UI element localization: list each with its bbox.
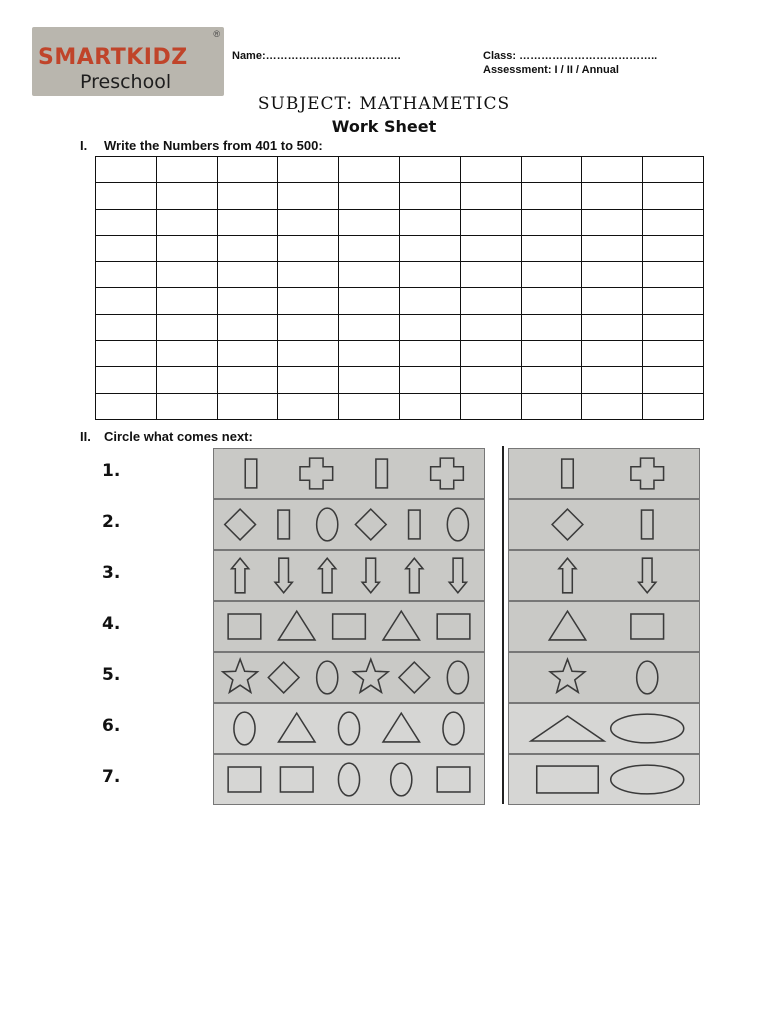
pattern-options-strip	[508, 448, 700, 499]
grid-cell[interactable]	[643, 341, 704, 367]
grid-cell[interactable]	[399, 341, 460, 367]
square-shape-icon	[280, 767, 313, 792]
triangle-shape-icon	[383, 713, 420, 742]
number-writing-grid	[95, 156, 704, 420]
grid-cell[interactable]	[217, 341, 278, 367]
grid-cell[interactable]	[582, 393, 643, 419]
star-shape-icon	[353, 659, 388, 692]
question-1-label	[80, 138, 323, 153]
grid-cell[interactable]	[643, 288, 704, 314]
logo-brand: SMARTKIDZ	[38, 45, 188, 70]
column-divider	[502, 446, 504, 804]
grid-row	[96, 235, 704, 261]
diamond-shape-icon	[399, 662, 430, 693]
grid-cell[interactable]	[278, 314, 339, 340]
pattern-options-strip	[508, 754, 700, 805]
oval-shape-icon	[391, 763, 412, 796]
oval-shape-icon	[443, 712, 464, 745]
pattern-sequence-strip	[213, 754, 485, 805]
oval-shape-icon	[234, 712, 255, 745]
grid-cell[interactable]	[521, 341, 582, 367]
pattern-sequence-strip	[213, 601, 485, 652]
grid-cell[interactable]	[521, 262, 582, 288]
pattern-number: 6.	[102, 716, 121, 736]
grid-cell[interactable]	[156, 393, 217, 419]
oval-shape-icon	[317, 661, 338, 694]
logo-subtitle: Preschool	[80, 71, 172, 93]
wide-oval-option-icon[interactable]	[611, 765, 684, 794]
grid-cell[interactable]	[643, 262, 704, 288]
question-2-text: Circle what comes next:	[104, 429, 253, 444]
grid-cell[interactable]	[96, 314, 157, 340]
square-shape-icon	[228, 614, 261, 639]
pattern-options-strip	[508, 601, 700, 652]
triangle-shape-icon	[278, 713, 315, 742]
grid-cell[interactable]	[643, 367, 704, 393]
grid-cell[interactable]	[156, 183, 217, 209]
oval-shape-icon	[338, 712, 359, 745]
name-field[interactable]: Name:……………………………….	[232, 50, 401, 62]
pattern-number: 5.	[102, 665, 121, 685]
grid-cell[interactable]	[217, 157, 278, 183]
rect-shape-icon	[278, 510, 290, 539]
grid-row	[96, 314, 704, 340]
grid-cell[interactable]	[582, 367, 643, 393]
up-arrow-shape-icon	[406, 558, 423, 593]
pattern-sequence-strip	[213, 550, 485, 601]
oval-shape-icon	[317, 508, 338, 541]
grid-cell[interactable]	[582, 235, 643, 261]
logo-registered-mark: ®	[213, 29, 220, 39]
grid-cell[interactable]	[460, 209, 521, 235]
grid-row	[96, 183, 704, 209]
grid-row	[96, 157, 704, 183]
rect-shape-icon	[409, 510, 421, 539]
diamond-shape-icon	[225, 509, 256, 540]
grid-cell[interactable]	[399, 262, 460, 288]
wide-rect-option-icon[interactable]	[537, 766, 598, 793]
wide-triangle-option-icon[interactable]	[531, 716, 604, 741]
school-logo	[32, 27, 224, 96]
grid-cell[interactable]	[399, 235, 460, 261]
grid-cell[interactable]	[217, 314, 278, 340]
grid-cell[interactable]	[582, 314, 643, 340]
pattern-number: 2.	[102, 512, 121, 532]
grid-cell[interactable]	[399, 183, 460, 209]
grid-cell[interactable]	[278, 209, 339, 235]
grid-row	[96, 262, 704, 288]
question-1-text: Write the Numbers from 401 to 500:	[104, 138, 323, 153]
grid-row	[96, 341, 704, 367]
grid-cell[interactable]	[96, 262, 157, 288]
pattern-options-strip	[508, 499, 700, 550]
grid-cell[interactable]	[278, 341, 339, 367]
down-arrow-shape-icon	[362, 558, 379, 593]
pattern-sequence-strip	[213, 703, 485, 754]
up-arrow-option-icon[interactable]	[559, 558, 576, 593]
pattern-number: 1.	[102, 461, 121, 481]
square-option-icon[interactable]	[631, 614, 664, 639]
grid-cell[interactable]	[582, 341, 643, 367]
grid-cell[interactable]	[339, 183, 400, 209]
pattern-sequence-strip	[213, 499, 485, 550]
diamond-shape-icon	[268, 662, 299, 693]
grid-cell[interactable]	[156, 262, 217, 288]
grid-cell[interactable]	[460, 314, 521, 340]
plus-shape-icon	[300, 458, 333, 489]
grid-cell[interactable]	[460, 235, 521, 261]
grid-cell[interactable]	[521, 209, 582, 235]
grid-cell[interactable]	[278, 393, 339, 419]
grid-cell[interactable]	[217, 367, 278, 393]
grid-cell[interactable]	[96, 235, 157, 261]
grid-cell[interactable]	[278, 367, 339, 393]
grid-cell[interactable]	[460, 183, 521, 209]
grid-row	[96, 367, 704, 393]
pattern-number: 3.	[102, 563, 121, 583]
grid-cell[interactable]	[217, 183, 278, 209]
square-shape-icon	[437, 767, 470, 792]
rect-option-icon[interactable]	[641, 510, 653, 539]
grid-cell[interactable]	[339, 157, 400, 183]
worksheet-title: Work Sheet	[331, 117, 437, 136]
star-option-icon[interactable]	[550, 659, 585, 692]
grid-cell[interactable]	[278, 157, 339, 183]
grid-cell[interactable]	[278, 262, 339, 288]
plus-option-icon[interactable]	[631, 458, 664, 489]
grid-cell[interactable]	[460, 157, 521, 183]
grid-cell[interactable]	[96, 341, 157, 367]
grid-cell[interactable]	[521, 157, 582, 183]
grid-cell[interactable]	[521, 235, 582, 261]
grid-cell[interactable]	[521, 314, 582, 340]
grid-row	[96, 209, 704, 235]
grid-cell[interactable]	[521, 367, 582, 393]
grid-cell[interactable]	[460, 393, 521, 419]
grid-cell[interactable]	[156, 209, 217, 235]
triangle-shape-icon	[383, 611, 420, 640]
triangle-option-icon[interactable]	[549, 611, 586, 640]
grid-cell[interactable]	[643, 314, 704, 340]
assessment-field: Assessment: I / II / Annual	[483, 64, 619, 76]
grid-cell[interactable]	[156, 157, 217, 183]
down-arrow-shape-icon	[449, 558, 466, 593]
grid-cell[interactable]	[399, 393, 460, 419]
grid-cell[interactable]	[582, 157, 643, 183]
grid-cell[interactable]	[96, 393, 157, 419]
grid-cell[interactable]	[278, 288, 339, 314]
triangle-shape-icon	[278, 611, 315, 640]
grid-cell[interactable]	[156, 341, 217, 367]
oval-shape-icon	[447, 661, 468, 694]
grid-cell[interactable]	[217, 235, 278, 261]
grid-cell[interactable]	[521, 393, 582, 419]
grid-cell[interactable]	[339, 262, 400, 288]
rect-shape-icon	[245, 459, 257, 488]
oval-shape-icon	[447, 508, 468, 541]
grid-cell[interactable]	[460, 367, 521, 393]
grid-cell[interactable]	[339, 393, 400, 419]
down-arrow-shape-icon	[275, 558, 292, 593]
grid-cell[interactable]	[156, 235, 217, 261]
pattern-options-strip	[508, 550, 700, 601]
grid-cell[interactable]	[217, 393, 278, 419]
up-arrow-shape-icon	[231, 558, 248, 593]
grid-cell[interactable]	[399, 209, 460, 235]
grid-cell[interactable]	[582, 262, 643, 288]
oval-shape-icon	[338, 763, 359, 796]
grid-cell[interactable]	[399, 288, 460, 314]
grid-cell[interactable]	[643, 235, 704, 261]
pattern-sequence-strip	[213, 652, 485, 703]
grid-cell[interactable]	[339, 341, 400, 367]
grid-cell[interactable]	[643, 209, 704, 235]
pattern-options-strip	[508, 652, 700, 703]
pattern-sequence-strip	[213, 448, 485, 499]
question-1-number: I.	[80, 138, 88, 153]
star-shape-icon	[223, 659, 258, 692]
grid-cell[interactable]	[339, 367, 400, 393]
rect-shape-icon	[376, 459, 388, 488]
grid-cell[interactable]	[96, 288, 157, 314]
subject-title: SUBJECT: MATHAMETICS	[257, 94, 511, 114]
plus-shape-icon	[431, 458, 464, 489]
grid-cell[interactable]	[339, 288, 400, 314]
square-shape-icon	[437, 614, 470, 639]
diamond-option-icon[interactable]	[552, 509, 583, 540]
grid-cell[interactable]	[156, 314, 217, 340]
down-arrow-option-icon[interactable]	[639, 558, 656, 593]
grid-cell[interactable]	[460, 262, 521, 288]
grid-cell[interactable]	[521, 288, 582, 314]
grid-cell[interactable]	[339, 209, 400, 235]
square-shape-icon	[333, 614, 366, 639]
question-2-label	[80, 429, 253, 444]
grid-cell[interactable]	[460, 341, 521, 367]
grid-cell[interactable]	[217, 288, 278, 314]
grid-cell[interactable]	[582, 183, 643, 209]
class-field[interactable]: Class: ………………………………..	[483, 50, 658, 62]
grid-cell[interactable]	[96, 183, 157, 209]
grid-cell[interactable]	[582, 209, 643, 235]
grid-cell[interactable]	[156, 288, 217, 314]
pattern-options-strip	[508, 703, 700, 754]
grid-cell[interactable]	[582, 288, 643, 314]
grid-cell[interactable]	[217, 209, 278, 235]
grid-cell[interactable]	[460, 288, 521, 314]
pattern-number: 7.	[102, 767, 121, 787]
grid-cell[interactable]	[156, 367, 217, 393]
up-arrow-shape-icon	[319, 558, 336, 593]
pattern-number: 4.	[102, 614, 121, 634]
grid-cell[interactable]	[96, 367, 157, 393]
grid-cell[interactable]	[96, 209, 157, 235]
grid-cell[interactable]	[643, 393, 704, 419]
grid-row	[96, 288, 704, 314]
rect-option-icon[interactable]	[562, 459, 574, 488]
grid-cell[interactable]	[399, 367, 460, 393]
grid-cell[interactable]	[96, 157, 157, 183]
grid-row	[96, 393, 704, 419]
wide-oval-option-icon[interactable]	[611, 714, 684, 743]
grid-cell[interactable]	[399, 314, 460, 340]
grid-cell[interactable]	[278, 235, 339, 261]
grid-cell[interactable]	[643, 157, 704, 183]
grid-cell[interactable]	[339, 314, 400, 340]
diamond-shape-icon	[355, 509, 386, 540]
grid-cell[interactable]	[217, 262, 278, 288]
oval-option-icon[interactable]	[637, 661, 658, 694]
question-2-number: II.	[80, 429, 91, 444]
grid-cell[interactable]	[643, 183, 704, 209]
grid-cell[interactable]	[278, 183, 339, 209]
grid-cell[interactable]	[339, 235, 400, 261]
square-shape-icon	[228, 767, 261, 792]
grid-cell[interactable]	[399, 157, 460, 183]
grid-cell[interactable]	[521, 183, 582, 209]
